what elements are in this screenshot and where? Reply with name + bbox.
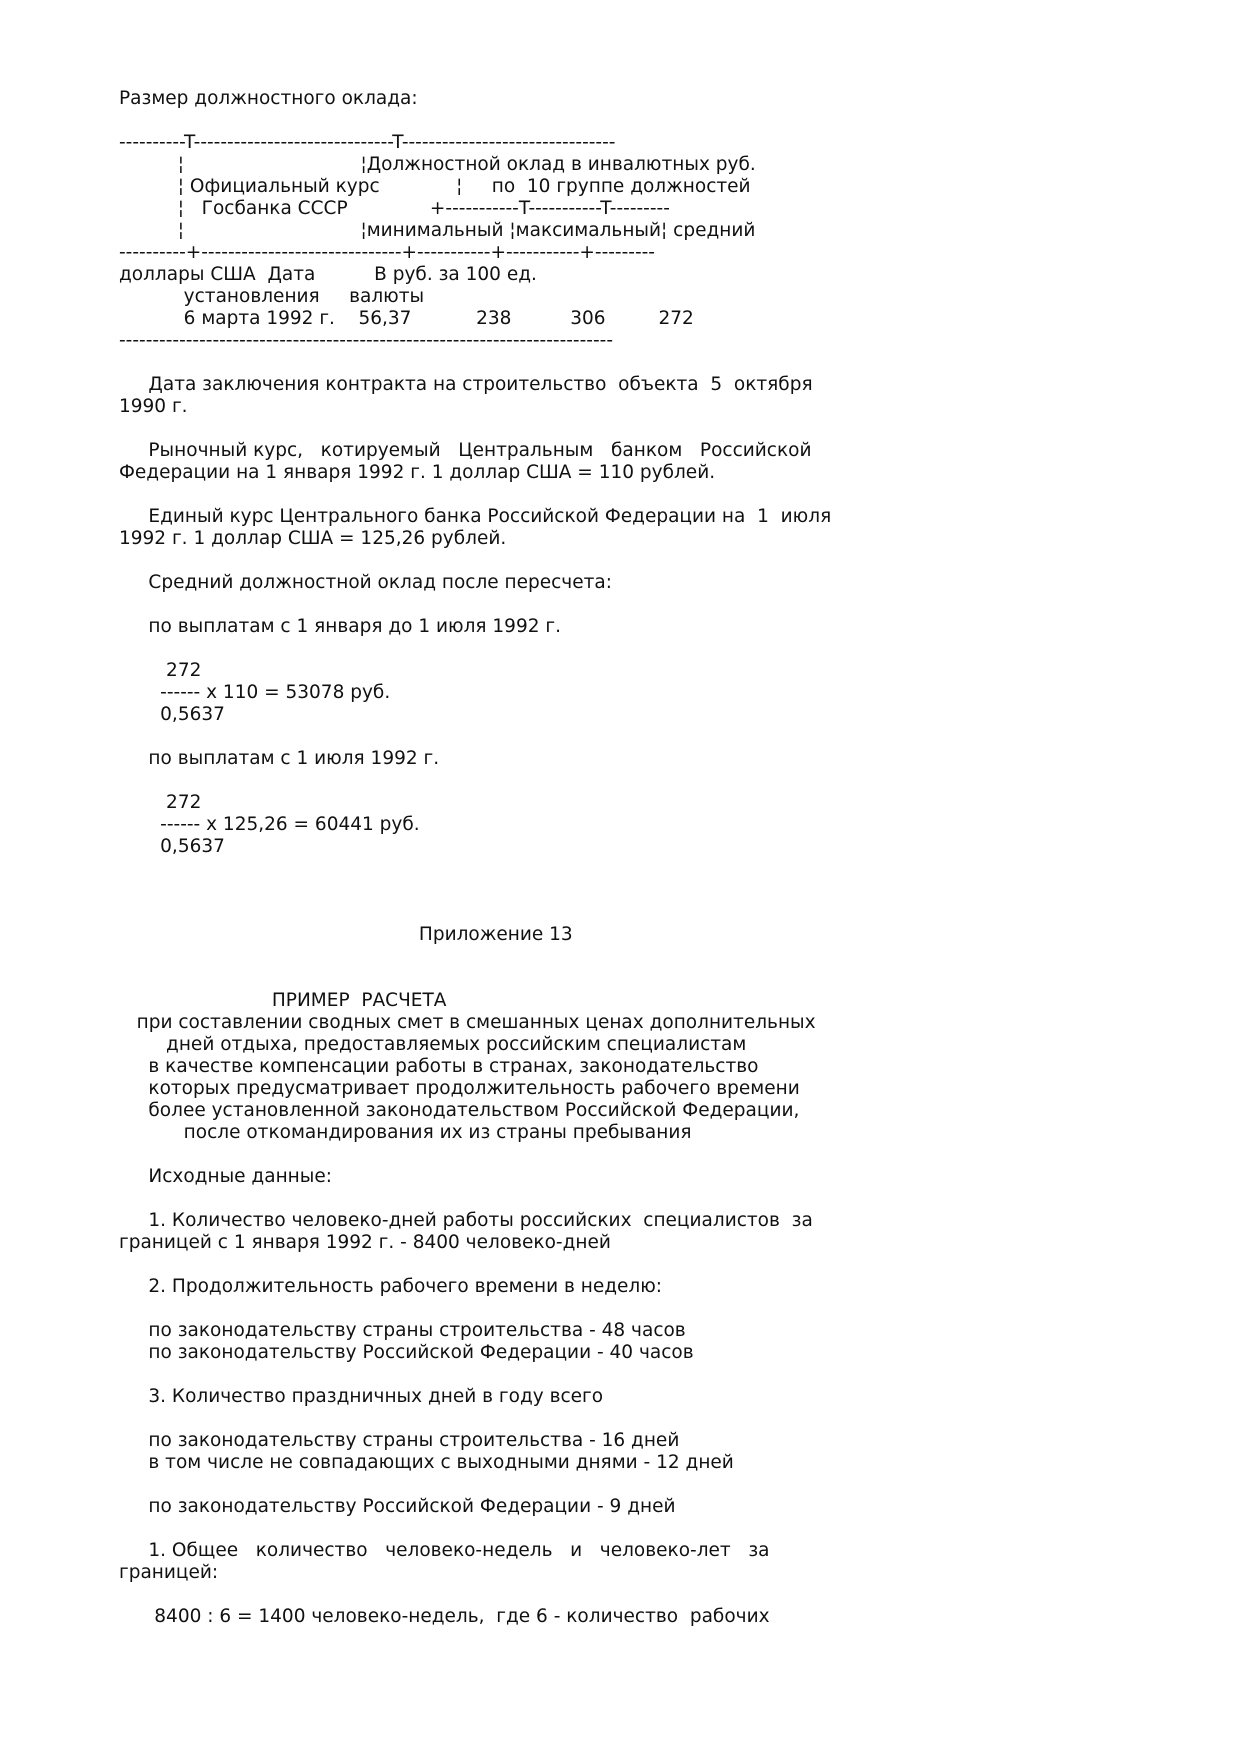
table-row-line: установления валюты (119, 286, 425, 307)
text-line (119, 352, 1119, 374)
document-page (119, 88, 1119, 1628)
text-line (119, 880, 1119, 902)
text-line: Федерации на 1 января 1992 г. 1 доллар США = 110 рублей. (119, 462, 716, 483)
text-line: 1990 г. (119, 396, 188, 417)
section-subtitle-line: после откомандирования их из страны пребывания (119, 1122, 692, 1143)
text-line (119, 1144, 1119, 1166)
text-line (119, 770, 1119, 792)
text-line (119, 858, 1119, 880)
table-border-line: -------------------------------------------------------------------------- (119, 330, 613, 351)
text-line: границей: (119, 1562, 219, 1583)
section-subtitle-line: более установленной законодательством Российской Федерации, (119, 1100, 800, 1121)
section-subtitle-line: которых предусматривает продолжительность рабочего времени (119, 1078, 800, 1099)
formula-line: 0,5637 (119, 836, 225, 857)
text-line (119, 902, 1119, 924)
text-line: по законодательству страны строительства - 48 часов (119, 1320, 686, 1341)
text-line: Размер должностного оклада: (119, 88, 418, 109)
text-line (119, 418, 1119, 440)
table-border-line: ----------T------------------------------T-------------------------------- (119, 132, 616, 153)
section-subtitle-line: при составлении сводных смет в смешанных ценах дополнительных (119, 1012, 816, 1033)
text-line (119, 594, 1119, 616)
text-line: Исходные данные: (119, 1166, 332, 1187)
text-line: по выплатам с 1 июля 1992 г. (119, 748, 440, 769)
text-line: 3. Количество праздничных дней в году всего (119, 1386, 604, 1407)
table-header-line: ¦ ¦минимальный ¦максимальный¦ средний (119, 220, 756, 241)
table-border-line: ----------+------------------------------+-----------+-----------+--------- (119, 242, 655, 263)
text-line: Дата заключения контракта на строительство объекта 5 октября (119, 374, 813, 395)
table-row-line: доллары США Дата В руб. за 100 ед. (119, 264, 537, 285)
text-line: по законодательству страны строительства - 16 дней (119, 1430, 680, 1451)
text-line (119, 1408, 1119, 1430)
table-header-line: ¦ ¦Должностной оклад в инвалютных руб. (119, 154, 756, 175)
text-line: 1992 г. 1 доллар США = 125,26 рублей. (119, 528, 507, 549)
text-line: по законодательству Российской Федерации - 40 часов (119, 1342, 694, 1363)
text-line (119, 1188, 1119, 1210)
appendix-heading: Приложение 13 (119, 924, 573, 945)
text-line (119, 968, 1119, 990)
formula-line: 272 (119, 792, 202, 813)
text-line (119, 1584, 1119, 1606)
text-line (119, 726, 1119, 748)
formula-line: 272 (119, 660, 202, 681)
section-subtitle-line: в качестве компенсации работы в странах, законодательство (119, 1056, 759, 1077)
text-line: 8400 : 6 = 1400 человеко-недель, где 6 - количество рабочих (119, 1606, 770, 1627)
text-line: 1. Количество человеко-дней работы российских специалистов за (119, 1210, 813, 1231)
text-line: в том числе не совпадающих с выходными днями - 12 дней (119, 1452, 734, 1473)
formula-line: 0,5637 (119, 704, 225, 725)
text-line (119, 1474, 1119, 1496)
text-line: по выплатам с 1 января до 1 июля 1992 г. (119, 616, 561, 637)
text-line: по законодательству Российской Федерации - 9 дней (119, 1496, 676, 1517)
text-line: 2. Продолжительность рабочего времени в неделю: (119, 1276, 663, 1297)
text-line: Единый курс Центрального банка Российской Федерации на 1 июля (119, 506, 832, 527)
formula-line: ------ х 125,26 = 60441 руб. (119, 814, 420, 835)
table-row-line: 6 марта 1992 г. 56,37 238 306 272 (119, 308, 694, 329)
text-line (119, 1254, 1119, 1276)
text-line (119, 484, 1119, 506)
text-line: Рыночный курс, котируемый Центральным банком Российской (119, 440, 812, 461)
text-line: границей с 1 января 1992 г. - 8400 человеко-дней (119, 1232, 611, 1253)
text-line (119, 1364, 1119, 1386)
text-line (119, 550, 1119, 572)
section-subtitle-line: дней отдыха, предоставляемых российским специалистам (119, 1034, 747, 1055)
text-line (119, 1518, 1119, 1540)
text-line (119, 638, 1119, 660)
table-header-line: ¦ Госбанка СССР +-----------T-----------T--------- (119, 198, 670, 219)
text-line (119, 1298, 1119, 1320)
section-title: ПРИМЕР РАСЧЕТА (119, 990, 447, 1011)
text-line: Средний должностной оклад после пересчета: (119, 572, 612, 593)
text-line (119, 110, 1119, 132)
table-header-line: ¦ Официальный курс ¦ по 10 группе должностей (119, 176, 751, 197)
text-line: 1. Общее количество человеко-недель и человеко-лет за (119, 1540, 770, 1561)
text-line (119, 946, 1119, 968)
formula-line: ------ х 110 = 53078 руб. (119, 682, 391, 703)
